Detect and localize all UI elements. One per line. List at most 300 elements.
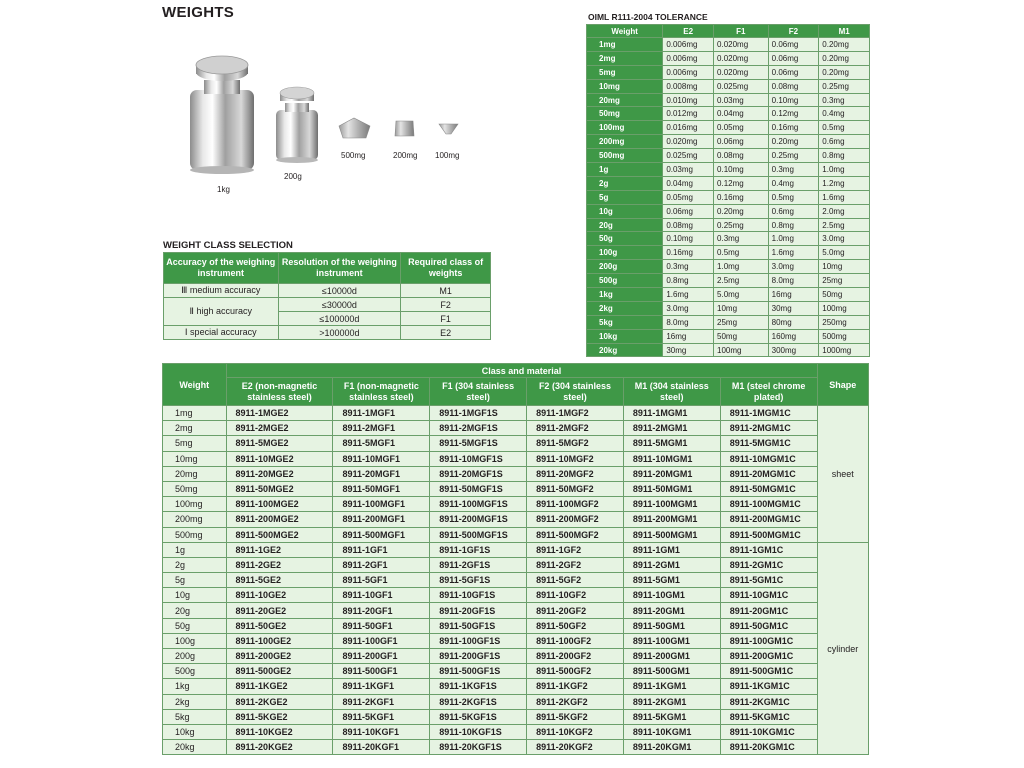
tolerance-value: 8.0mg (768, 274, 819, 288)
weight-class-table (163, 252, 491, 340)
weight-500mg-image (339, 118, 370, 138)
product-code: 8911-1MGM1 (623, 406, 720, 421)
tolerance-weight: 100mg (587, 121, 663, 135)
product-weight: 20g (163, 603, 227, 618)
tolerance-value: 0.020mg (714, 65, 769, 79)
tolerance-row (587, 51, 870, 65)
weight-column-header: Weight (163, 364, 227, 406)
tolerance-value: 0.25mg (819, 79, 870, 93)
tolerance-value: 8.0mg (663, 315, 714, 329)
tolerance-weight: 2mg (587, 51, 663, 65)
tolerance-value: 0.10mg (714, 163, 769, 177)
product-code: 8911-1KGF2 (527, 679, 624, 694)
product-code: 8911-500GE2 (226, 664, 333, 679)
product-weight: 20kg (163, 740, 227, 755)
product-code: 8911-20GF1S (430, 603, 527, 618)
product-weight: 500g (163, 664, 227, 679)
tolerance-weight: 50mg (587, 107, 663, 121)
product-code: 8911-200GF2 (527, 649, 624, 664)
product-code: 8911-5MGF1S (430, 436, 527, 451)
tolerance-value: 0.5mg (768, 190, 819, 204)
product-code: 8911-1MGF1S (430, 406, 527, 421)
product-code: 8911-50GE2 (226, 618, 333, 633)
tolerance-weight: 1kg (587, 288, 663, 302)
weight-1kg-image (190, 56, 254, 174)
resolution-value: >100000d (278, 326, 401, 340)
required-class-value: F1 (401, 312, 491, 326)
product-weight: 2g (163, 557, 227, 572)
tolerance-weight: 5kg (587, 315, 663, 329)
weight-class-header: Required class of weights (401, 253, 491, 284)
weight-class-header: Resolution of the weighing instrument (278, 253, 401, 284)
product-code: 8911-1GF2 (527, 542, 624, 557)
product-code: 8911-10GF2 (527, 588, 624, 603)
tolerance-value: 5.0mg (819, 246, 870, 260)
product-code: 8911-500MGE2 (226, 527, 333, 542)
tolerance-value: 30mg (768, 301, 819, 315)
tolerance-value: 50mg (819, 288, 870, 302)
product-row (163, 694, 869, 709)
tolerance-value: 0.8mg (663, 274, 714, 288)
tolerance-weight: 500g (587, 274, 663, 288)
tolerance-value: 0.006mg (663, 65, 714, 79)
tolerance-weight: 5g (587, 190, 663, 204)
tolerance-header-row (587, 25, 870, 38)
product-weight: 100mg (163, 497, 227, 512)
tolerance-header: M1 (819, 25, 870, 38)
tolerance-value: 3.0mg (819, 232, 870, 246)
product-weight: 200g (163, 649, 227, 664)
product-code: 8911-100GE2 (226, 633, 333, 648)
product-code: 8911-100GM1C (720, 633, 817, 648)
shape-cylinder: cylinder (817, 542, 869, 755)
product-code: 8911-10GF1 (333, 588, 430, 603)
product-row (163, 466, 869, 481)
tolerance-value: 0.3mg (768, 163, 819, 177)
product-code: 8911-20KGF1 (333, 740, 430, 755)
weight-100mg-image (439, 124, 458, 134)
product-code: 8911-100MGF1 (333, 497, 430, 512)
tolerance-value: 0.016mg (663, 121, 714, 135)
resolution-value: ≤30000d (278, 298, 401, 312)
product-code: 8911-2KGF2 (527, 694, 624, 709)
tolerance-value: 0.010mg (663, 93, 714, 107)
tolerance-value: 0.6mg (819, 135, 870, 149)
product-code: 8911-50GM1C (720, 618, 817, 633)
tolerance-value: 0.25mg (768, 149, 819, 163)
tolerance-value: 0.6mg (768, 204, 819, 218)
tolerance-value: 0.20mg (714, 204, 769, 218)
tolerance-value: 0.3mg (663, 260, 714, 274)
tolerance-weight: 100g (587, 246, 663, 260)
tolerance-value: 1.2mg (819, 176, 870, 190)
product-code: 8911-1GM1 (623, 542, 720, 557)
product-code: 8911-5MGM1 (623, 436, 720, 451)
tolerance-weight: 5mg (587, 65, 663, 79)
tolerance-weight: 10mg (587, 79, 663, 93)
product-code: 8911-5GF1S (430, 573, 527, 588)
tolerance-weight: 1mg (587, 38, 663, 52)
product-weight: 200mg (163, 512, 227, 527)
product-code: 8911-2MGM1 (623, 421, 720, 436)
product-code: 8911-500GF1 (333, 664, 430, 679)
product-code: 8911-2KGF1 (333, 694, 430, 709)
tolerance-value: 0.03mg (714, 93, 769, 107)
product-code: 8911-50GM1 (623, 618, 720, 633)
product-code: 8911-2GM1C (720, 557, 817, 572)
product-code: 8911-2MGM1C (720, 421, 817, 436)
tolerance-value: 16mg (768, 288, 819, 302)
product-code: 8911-20GF1 (333, 603, 430, 618)
product-code: 8911-200MGM1C (720, 512, 817, 527)
product-code: 8911-500MGM1 (623, 527, 720, 542)
required-class-value: E2 (401, 326, 491, 340)
tolerance-row (587, 163, 870, 177)
tolerance-weight: 50g (587, 232, 663, 246)
product-code: 8911-100MGM1 (623, 497, 720, 512)
product-weight: 50g (163, 618, 227, 633)
product-row (163, 406, 869, 421)
tolerance-value: 0.025mg (663, 149, 714, 163)
tolerance-value: 5.0mg (714, 288, 769, 302)
tolerance-value: 0.012mg (663, 107, 714, 121)
product-code: 8911-100GF1S (430, 633, 527, 648)
product-code: 8911-20KGF1S (430, 740, 527, 755)
tolerance-value: 0.008mg (663, 79, 714, 93)
tolerance-value: 0.03mg (663, 163, 714, 177)
product-code: 8911-20KGM1C (720, 740, 817, 755)
product-code: 8911-2MGE2 (226, 421, 333, 436)
weight-class-title: WEIGHT CLASS SELECTION (163, 240, 293, 251)
tolerance-value: 0.04mg (714, 107, 769, 121)
tolerance-value: 100mg (819, 301, 870, 315)
product-code: 8911-2GF1 (333, 557, 430, 572)
tolerance-value: 0.5mg (714, 246, 769, 260)
product-weight: 2kg (163, 694, 227, 709)
product-code: 8911-20GF2 (527, 603, 624, 618)
product-code: 8911-20GM1 (623, 603, 720, 618)
tolerance-value: 50mg (714, 329, 769, 343)
product-row (163, 497, 869, 512)
product-code: 8911-20MGM1 (623, 466, 720, 481)
product-row (163, 527, 869, 542)
tolerance-value: 0.06mg (768, 38, 819, 52)
tolerance-row (587, 274, 870, 288)
tolerance-value: 1.6mg (819, 190, 870, 204)
tolerance-weight: 500mg (587, 149, 663, 163)
class-column-header: E2 (non-magnetic stainless steel) (226, 378, 333, 406)
product-code: 8911-10MGM1C (720, 451, 817, 466)
product-code: 8911-1GF1 (333, 542, 430, 557)
product-weight: 20mg (163, 466, 227, 481)
product-code: 8911-5KGF2 (527, 709, 624, 724)
product-code: 8911-1MGF2 (527, 406, 624, 421)
tolerance-value: 25mg (714, 315, 769, 329)
product-code: 8911-500MGF2 (527, 527, 624, 542)
product-code: 8911-200MGE2 (226, 512, 333, 527)
tolerance-value: 160mg (768, 329, 819, 343)
product-code: 8911-500GF2 (527, 664, 624, 679)
accuracy-label: Ⅱ high accuracy (164, 298, 279, 326)
tolerance-row (587, 190, 870, 204)
weight-class-row (164, 298, 491, 312)
product-code: 8911-5KGE2 (226, 709, 333, 724)
product-code: 8911-200MGF1S (430, 512, 527, 527)
tolerance-weight: 20g (587, 218, 663, 232)
product-code: 8911-200MGF2 (527, 512, 624, 527)
product-code: 8911-50MGM1 (623, 481, 720, 496)
tolerance-weight: 1g (587, 163, 663, 177)
class-column-header: F1 (304 stainless steel) (430, 378, 527, 406)
product-code: 8911-10KGF1S (430, 724, 527, 739)
product-code: 8911-5KGM1 (623, 709, 720, 724)
shape-column-header: Shape (817, 364, 869, 406)
product-row (163, 679, 869, 694)
product-code: 8911-1KGF1 (333, 679, 430, 694)
product-code: 8911-50MGM1C (720, 481, 817, 496)
tolerance-row (587, 121, 870, 135)
tolerance-value: 0.4mg (768, 176, 819, 190)
product-code: 8911-5KGF1 (333, 709, 430, 724)
tolerance-value: 0.16mg (768, 121, 819, 135)
product-code: 8911-50MGE2 (226, 481, 333, 496)
caption-1kg: 1kg (217, 185, 230, 194)
products-table (162, 363, 869, 755)
product-row (163, 603, 869, 618)
product-weight: 10kg (163, 724, 227, 739)
product-code: 8911-50GF1S (430, 618, 527, 633)
weight-class-header: Accuracy of the weighing instrument (164, 253, 279, 284)
tolerance-value: 0.020mg (663, 135, 714, 149)
tolerance-row (587, 176, 870, 190)
tolerance-value: 0.08mg (663, 218, 714, 232)
class-column-header: F1 (non-magnetic stainless steel) (333, 378, 430, 406)
tolerance-value: 0.20mg (819, 51, 870, 65)
product-row (163, 709, 869, 724)
products-subheader-row (163, 378, 869, 406)
tolerance-weight: 2g (587, 176, 663, 190)
weight-200mg-image (395, 121, 414, 136)
tolerance-value: 0.006mg (663, 51, 714, 65)
product-code: 8911-2MGF2 (527, 421, 624, 436)
caption-500mg: 500mg (341, 151, 366, 160)
tolerance-header: F1 (714, 25, 769, 38)
tolerance-value: 0.08mg (768, 79, 819, 93)
required-class-value: M1 (401, 284, 491, 298)
product-code: 8911-100GF2 (527, 633, 624, 648)
product-row (163, 618, 869, 633)
product-code: 8911-1GE2 (226, 542, 333, 557)
product-code: 8911-200GM1C (720, 649, 817, 664)
tolerance-value: 2.5mg (714, 274, 769, 288)
product-code: 8911-500GM1 (623, 664, 720, 679)
tolerance-row (587, 246, 870, 260)
product-code: 8911-5GF2 (527, 573, 624, 588)
product-code: 8911-200GF1S (430, 649, 527, 664)
product-code: 8911-10MGM1 (623, 451, 720, 466)
tolerance-weight: 20kg (587, 343, 663, 357)
tolerance-row (587, 65, 870, 79)
weight-class-row (164, 326, 491, 340)
product-code: 8911-50MGF1 (333, 481, 430, 496)
tolerance-value: 25mg (819, 274, 870, 288)
tolerance-row (587, 288, 870, 302)
tolerance-value: 16mg (663, 329, 714, 343)
product-code: 8911-1GF1S (430, 542, 527, 557)
product-code: 8911-100MGF2 (527, 497, 624, 512)
product-code: 8911-5GM1 (623, 573, 720, 588)
product-code: 8911-10KGM1 (623, 724, 720, 739)
tolerance-title: OIML R111-2004 TOLERANCE (588, 12, 708, 22)
tolerance-header: F2 (768, 25, 819, 38)
tolerance-value: 0.4mg (819, 107, 870, 121)
product-row (163, 481, 869, 496)
product-code: 8911-100MGM1C (720, 497, 817, 512)
product-code: 8911-20KGF2 (527, 740, 624, 755)
resolution-value: ≤100000d (278, 312, 401, 326)
product-code: 8911-100MGF1S (430, 497, 527, 512)
product-row (163, 451, 869, 466)
tolerance-value: 0.20mg (768, 135, 819, 149)
class-column-header: M1 (steel chrome plated) (720, 378, 817, 406)
product-code: 8911-200MGF1 (333, 512, 430, 527)
tolerance-value: 0.8mg (768, 218, 819, 232)
tolerance-value: 2.5mg (819, 218, 870, 232)
tolerance-value: 500mg (819, 329, 870, 343)
product-code: 8911-5KGF1S (430, 709, 527, 724)
tolerance-row (587, 204, 870, 218)
tolerance-weight: 20mg (587, 93, 663, 107)
tolerance-value: 0.10mg (768, 93, 819, 107)
tolerance-value: 0.16mg (714, 190, 769, 204)
product-code: 8911-50MGF2 (527, 481, 624, 496)
tolerance-row (587, 38, 870, 52)
product-code: 8911-20MGF1 (333, 466, 430, 481)
tolerance-value: 30mg (663, 343, 714, 357)
product-code: 8911-10GM1C (720, 588, 817, 603)
weight-200g-image (276, 87, 318, 163)
tolerance-row (587, 315, 870, 329)
product-code: 8911-2KGM1 (623, 694, 720, 709)
product-code: 8911-2MGF1S (430, 421, 527, 436)
product-row (163, 740, 869, 755)
tolerance-value: 0.3mg (819, 93, 870, 107)
tolerance-value: 1.0mg (768, 232, 819, 246)
accuracy-label: Ⅲ medium accuracy (164, 284, 279, 298)
weight-class-header-row (164, 253, 491, 284)
tolerance-row (587, 79, 870, 93)
accuracy-label: Ⅰ special accuracy (164, 326, 279, 340)
product-weight: 1kg (163, 679, 227, 694)
tolerance-value: 100mg (714, 343, 769, 357)
tolerance-value: 300mg (768, 343, 819, 357)
product-row (163, 588, 869, 603)
tolerance-value: 0.12mg (714, 176, 769, 190)
product-row (163, 436, 869, 451)
tolerance-value: 0.025mg (714, 79, 769, 93)
product-weight: 1g (163, 542, 227, 557)
tolerance-value: 0.05mg (714, 121, 769, 135)
tolerance-value: 0.020mg (714, 38, 769, 52)
product-row (163, 633, 869, 648)
product-weight: 10g (163, 588, 227, 603)
tolerance-row (587, 329, 870, 343)
product-code: 8911-200GF1 (333, 649, 430, 664)
product-code: 8911-10GE2 (226, 588, 333, 603)
product-code: 8911-500GF1S (430, 664, 527, 679)
tolerance-value: 0.06mg (714, 135, 769, 149)
product-code: 8911-20GM1C (720, 603, 817, 618)
tolerance-row (587, 107, 870, 121)
caption-200mg: 200mg (393, 151, 418, 160)
tolerance-weight: 200g (587, 260, 663, 274)
product-code: 8911-10MGF1S (430, 451, 527, 466)
product-code: 8911-10KGF1 (333, 724, 430, 739)
tolerance-weight: 2kg (587, 301, 663, 315)
product-code: 8911-20KGE2 (226, 740, 333, 755)
product-code: 8911-2KGF1S (430, 694, 527, 709)
product-row (163, 664, 869, 679)
product-code: 8911-20KGM1 (623, 740, 720, 755)
product-row (163, 512, 869, 527)
product-code: 8911-10KGF2 (527, 724, 624, 739)
product-code: 8911-2GM1 (623, 557, 720, 572)
product-code: 8911-200MGM1 (623, 512, 720, 527)
weights-photo (186, 52, 476, 192)
tolerance-value: 0.020mg (714, 51, 769, 65)
tolerance-row (587, 232, 870, 246)
tolerance-weight: 10kg (587, 329, 663, 343)
product-code: 8911-10GF1S (430, 588, 527, 603)
product-code: 8911-10GM1 (623, 588, 720, 603)
product-code: 8911-5GE2 (226, 573, 333, 588)
products-header-row (163, 364, 869, 378)
product-weight: 2mg (163, 421, 227, 436)
product-weight: 5kg (163, 709, 227, 724)
product-code: 8911-50GF1 (333, 618, 430, 633)
tolerance-value: 0.20mg (819, 65, 870, 79)
product-code: 8911-20MGM1C (720, 466, 817, 481)
shape-sheet: sheet (817, 406, 869, 543)
product-code: 8911-2GF1S (430, 557, 527, 572)
product-code: 8911-200GE2 (226, 649, 333, 664)
product-row (163, 421, 869, 436)
product-code: 8911-1MGE2 (226, 406, 333, 421)
product-code: 8911-2KGE2 (226, 694, 333, 709)
product-weight: 50mg (163, 481, 227, 496)
tolerance-value: 0.16mg (663, 246, 714, 260)
tolerance-weight: 10g (587, 204, 663, 218)
tolerance-row (587, 135, 870, 149)
product-code: 8911-20MGF2 (527, 466, 624, 481)
product-code: 8911-5KGM1C (720, 709, 817, 724)
tolerance-value: 3.0mg (663, 301, 714, 315)
product-code: 8911-5MGF2 (527, 436, 624, 451)
product-row (163, 557, 869, 572)
tolerance-header: Weight (587, 25, 663, 38)
product-row (163, 542, 869, 557)
tolerance-row (587, 149, 870, 163)
tolerance-value: 0.25mg (714, 218, 769, 232)
product-code: 8911-1KGF1S (430, 679, 527, 694)
tolerance-table (586, 24, 870, 357)
tolerance-value: 1.6mg (663, 288, 714, 302)
tolerance-value: 0.06mg (663, 204, 714, 218)
caption-200g: 200g (284, 172, 302, 181)
product-code: 8911-500GM1C (720, 664, 817, 679)
tolerance-header: E2 (663, 25, 714, 38)
tolerance-value: 3.0mg (768, 260, 819, 274)
